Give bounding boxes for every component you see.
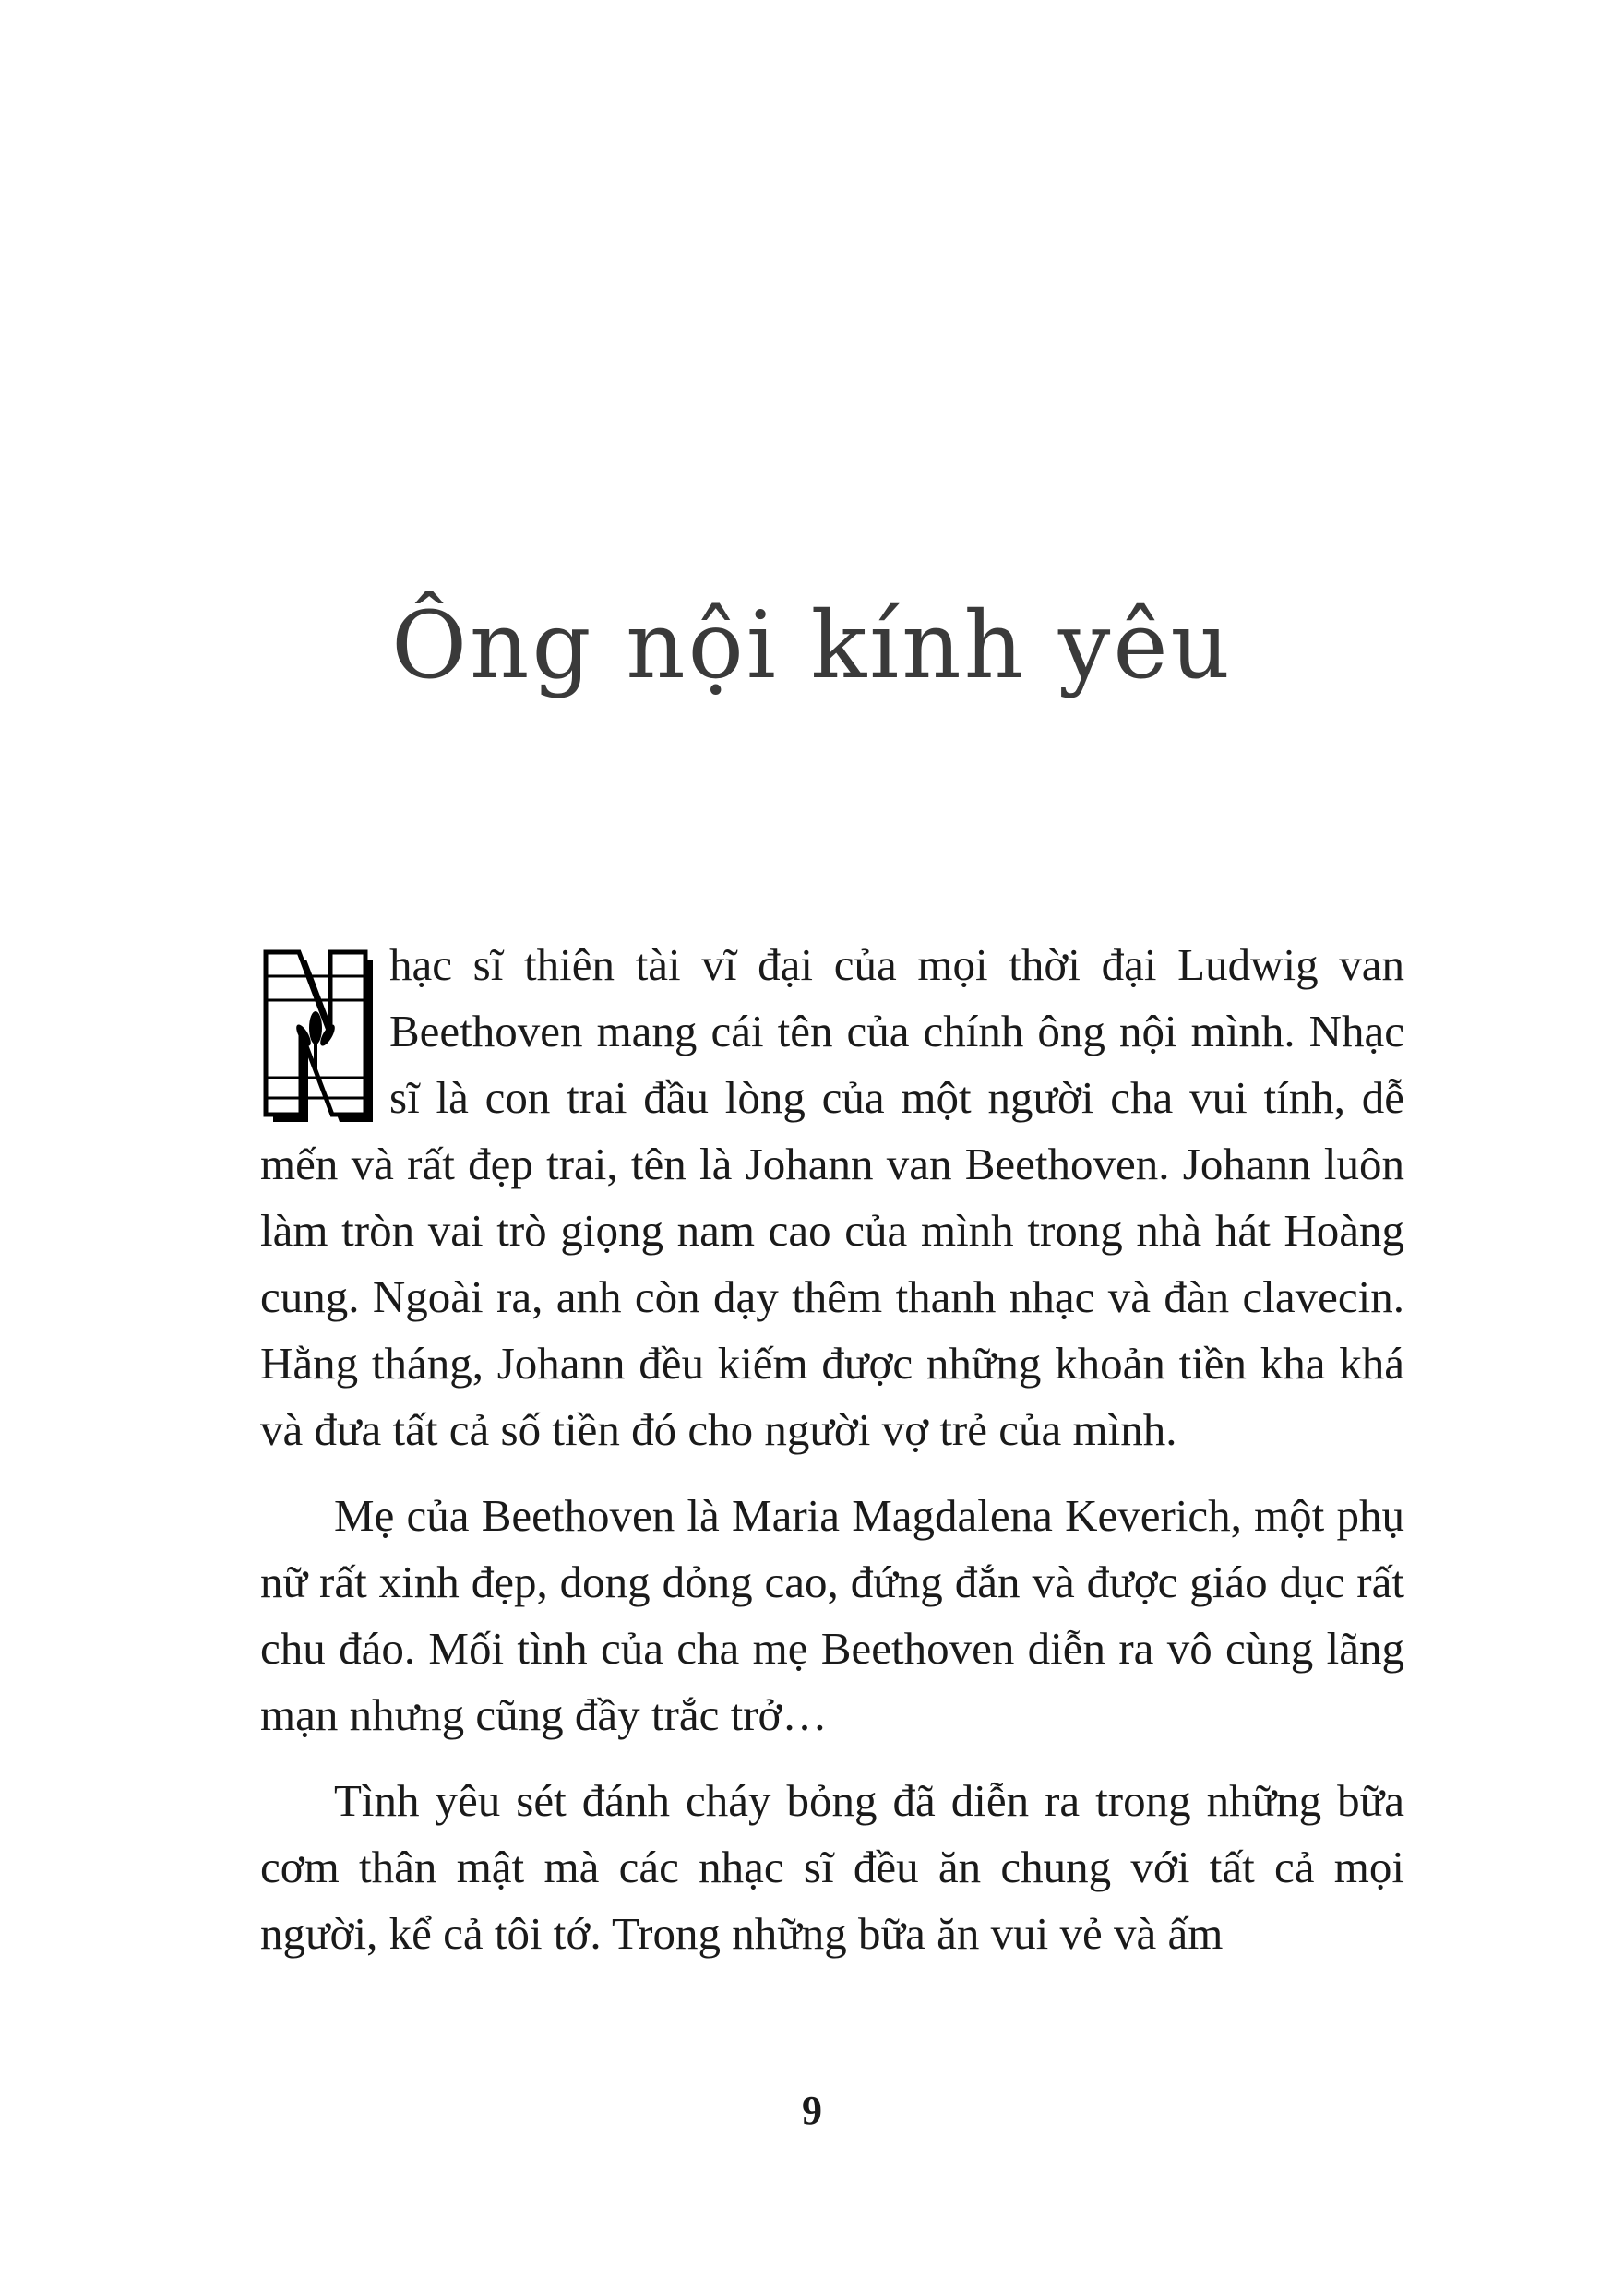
drop-cap-n	[253, 939, 376, 1124]
paragraph-3: Tình yêu sét đánh cháy bỏng đã diễn ra trong những bữa cơm thân mật mà các nhạc sĩ đều ăn chung với tất cả mọi người, kể cả tôi tớ. Trong những bữa ăn vui vẻ và ấm	[260, 1775, 1404, 1959]
page-number: 9	[802, 2088, 822, 2133]
chapter-title: Ông nội kính yêu	[391, 591, 1233, 699]
body-text	[260, 932, 1404, 1967]
paragraph-1-text: hạc sĩ thiên tài vĩ đại của mọi thời đại Ludwig van Beethoven mang cái tên của chính ông nội mình. Nhạc sĩ là con trai đầu lòng của một người cha vui tính, dễ mến và rất đẹp trai, tên là Johann van Beethoven. Johann luôn làm tròn vai trò giọng nam cao của mình trong nhà hát Hoàng cung. Ngoài ra, anh còn dạy thêm thanh nhạc và đàn clavecin. Hằng tháng, Johann đều kiếm được những khoản tiền kha khá và đưa tất cả số tiền đó cho người vợ trẻ của mình.	[260, 939, 1404, 1455]
paragraph-2: Mẹ của Beethoven là Maria Magdalena Keverich, một phụ nữ rất xinh đẹp, dong dỏng cao, đứng đắn và được giáo dục rất chu đáo. Mối tình của cha mẹ Beethoven diễn ra vô cùng lãng mạn nhưng cũng đầy trắc trở…	[260, 1490, 1404, 1740]
paragraph-1	[260, 932, 1404, 1463]
